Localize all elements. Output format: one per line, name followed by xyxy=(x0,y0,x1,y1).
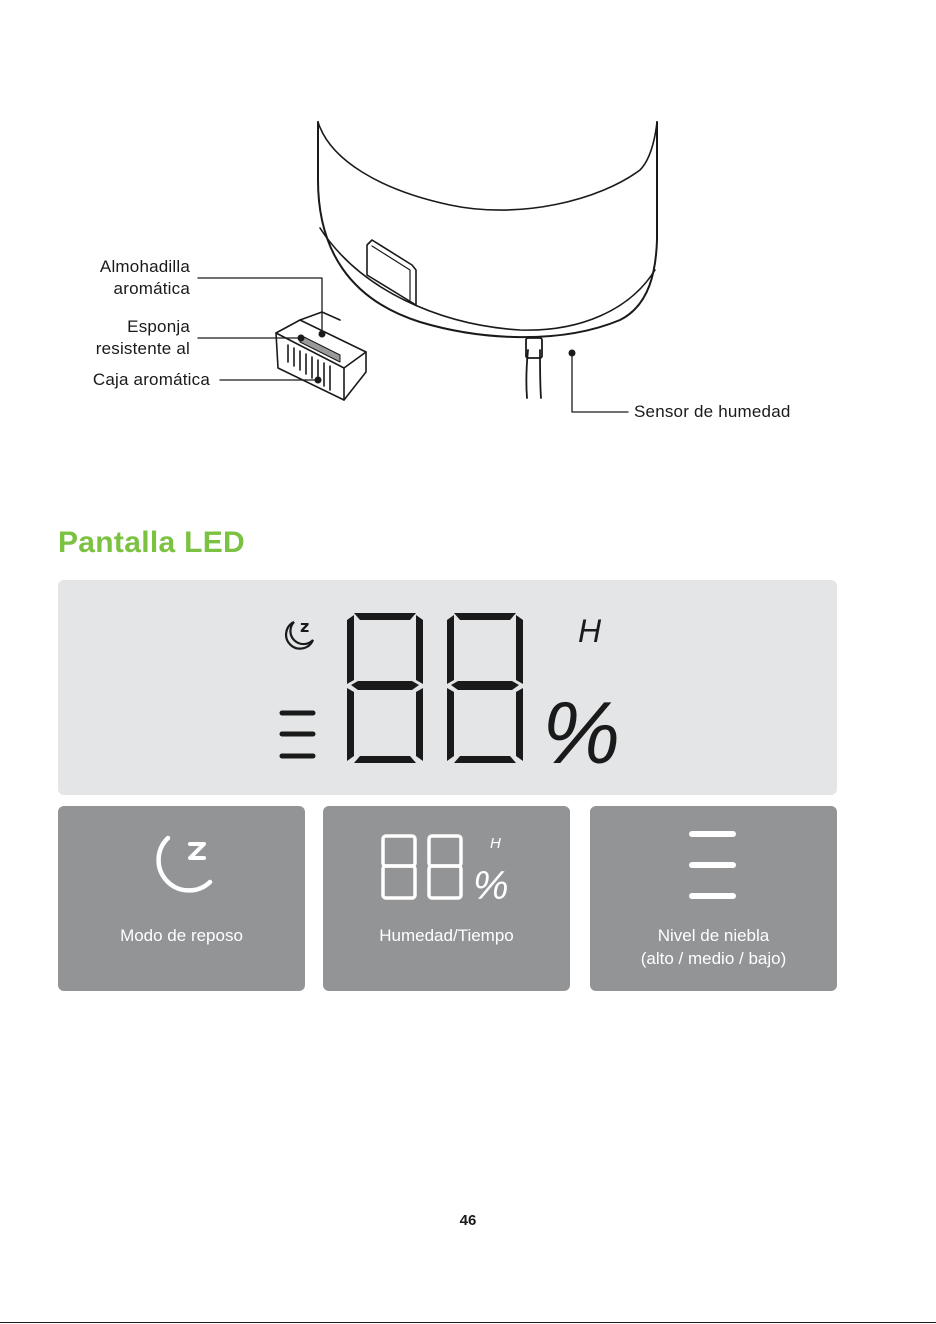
tank-base-edge xyxy=(320,228,655,330)
card-label-mist: Nivel de niebla (alto / medio / bajo) xyxy=(640,926,787,968)
card-label-humidity: Humedad/Tiempo xyxy=(379,926,514,945)
card-hour-glyph: H xyxy=(490,835,501,852)
card-label-sleep: Modo de reposo xyxy=(120,926,243,945)
page-number: 46 xyxy=(459,1212,477,1229)
aroma-box xyxy=(276,312,366,400)
callout-aroma-pad: Almohadilla aromática xyxy=(99,257,190,298)
callout-aroma-box: Caja aromática xyxy=(92,370,210,389)
led-display-panel xyxy=(58,580,837,795)
leader-sensor xyxy=(572,353,628,412)
humidifier-base-diagram xyxy=(0,0,936,450)
mist-level-bars xyxy=(282,713,313,756)
tank-top-rim xyxy=(318,122,657,210)
section-title: Pantalla LED xyxy=(58,526,245,559)
bottom-rule xyxy=(0,1322,936,1323)
digits-icon xyxy=(323,806,570,991)
card-mist-level xyxy=(590,806,837,991)
card-sleep-mode xyxy=(58,806,305,991)
leader-aroma-pad xyxy=(198,278,322,332)
percent-glyph: % xyxy=(542,683,621,782)
tank-outline xyxy=(318,122,657,337)
seven-segment-digits xyxy=(347,613,523,763)
callout-humidity-sensor: Sensor de humedad xyxy=(634,402,791,421)
moon-z-icon xyxy=(58,806,305,991)
sleep-z-glyph: z xyxy=(300,617,310,636)
hour-glyph: H xyxy=(578,613,602,649)
callout-sponge: Esponja resistente al xyxy=(95,317,190,358)
led-display-graphic xyxy=(58,580,837,795)
card-percent-glyph: % xyxy=(473,864,509,908)
tank-window xyxy=(367,240,416,305)
card-humidity-time xyxy=(323,806,570,991)
